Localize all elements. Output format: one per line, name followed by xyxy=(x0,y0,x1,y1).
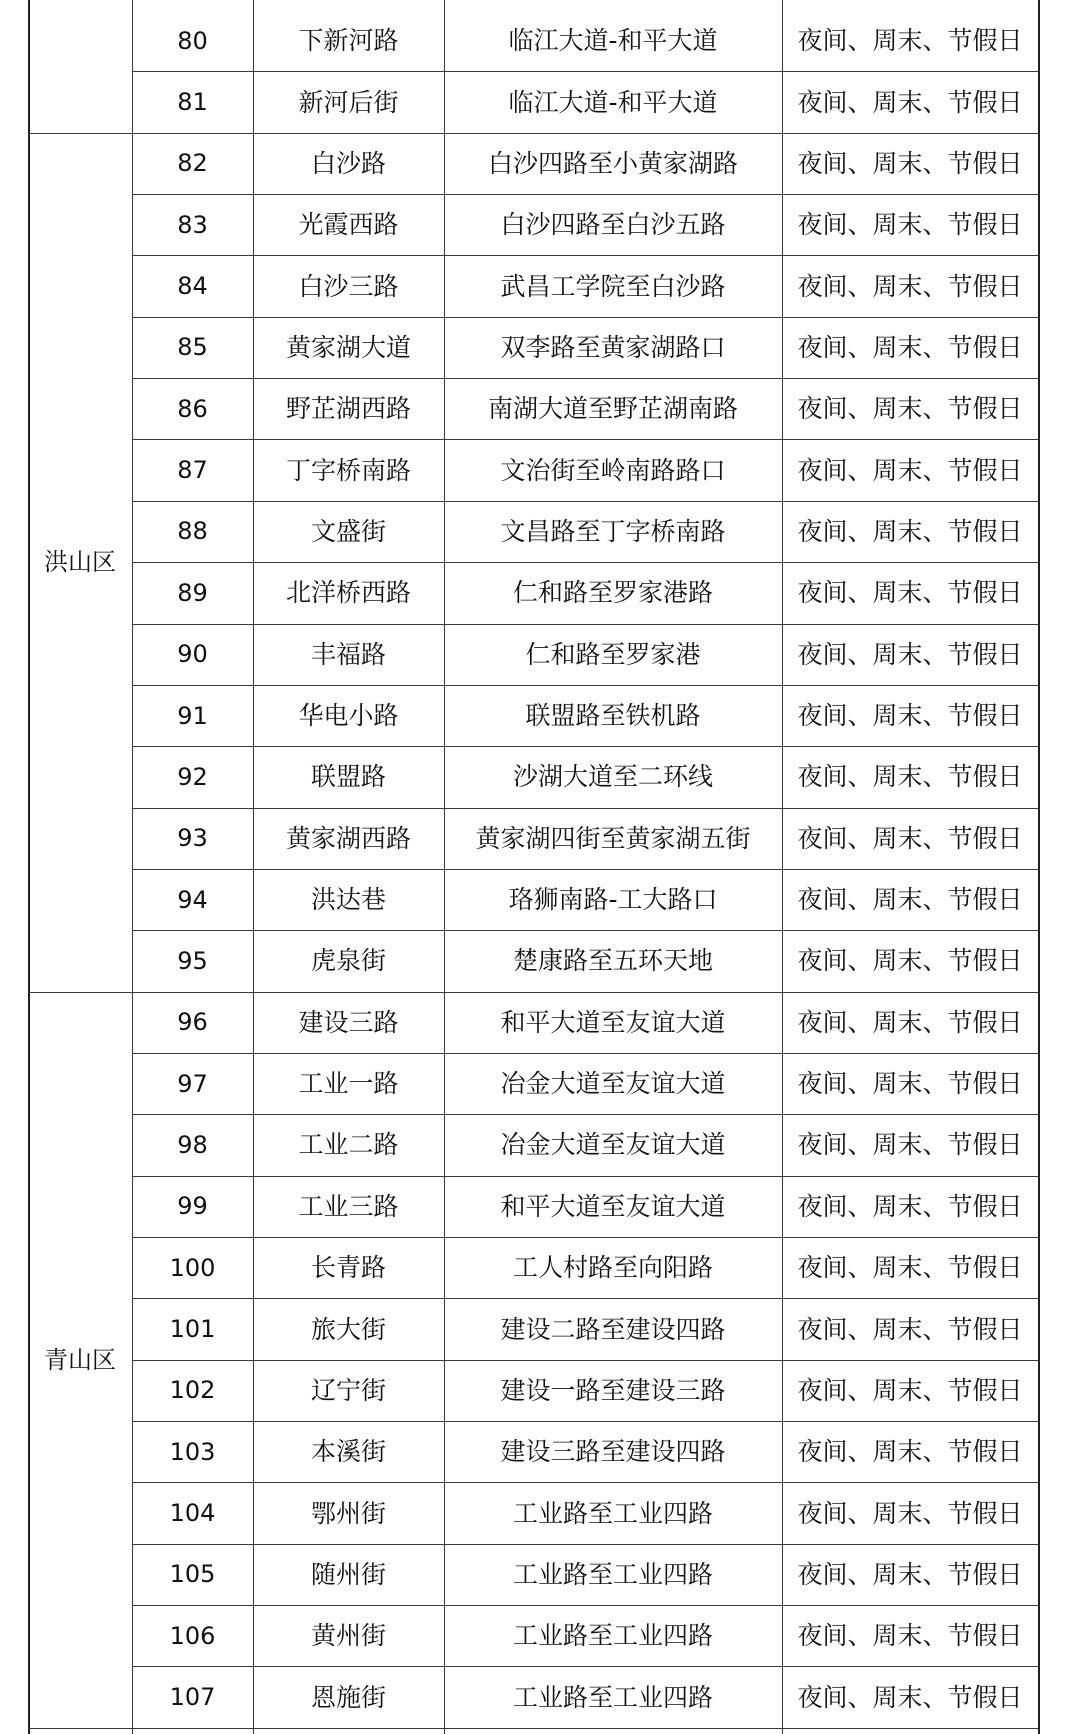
row-number: 94 xyxy=(177,885,208,914)
road-name: 辽宁街 xyxy=(310,1375,386,1405)
road-section: 建设二路至建设四路 xyxy=(500,1314,726,1344)
row-number: 100 xyxy=(169,1253,216,1282)
restriction-time: 夜间、周末、节假日 xyxy=(797,1130,1023,1160)
road-section: 冶金大道至友谊大道 xyxy=(500,1069,726,1099)
table-right-border xyxy=(1038,0,1040,1734)
row-number: 96 xyxy=(177,1008,208,1037)
road-name: 黄家湖西路 xyxy=(285,823,411,853)
restriction-time: 夜间、周末、节假日 xyxy=(797,332,1023,362)
row-number: 91 xyxy=(177,701,208,730)
row-number: 104 xyxy=(169,1499,216,1528)
restriction-time: 夜间、周末、节假日 xyxy=(797,701,1023,731)
road-name: 旅大街 xyxy=(310,1314,386,1344)
road-name: 丁字桥南路 xyxy=(285,455,411,485)
row-number: 99 xyxy=(177,1192,208,1221)
road-section: 楚康路至五环天地 xyxy=(512,946,713,976)
row-number: 105 xyxy=(169,1560,216,1589)
restriction-time: 夜间、周末、节假日 xyxy=(797,271,1023,301)
restriction-time: 夜间、周末、节假日 xyxy=(797,578,1023,608)
road-name: 黄家湖大道 xyxy=(285,332,411,362)
road-name: 北洋桥西路 xyxy=(285,578,411,608)
road-section: 工业路至工业四路 xyxy=(512,1559,713,1589)
road-name: 鄂州街 xyxy=(310,1498,386,1528)
row-number: 97 xyxy=(177,1069,208,1098)
road-section: 南湖大道至野芷湖南路 xyxy=(487,394,738,424)
road-section: 双李路至黄家湖路口 xyxy=(500,332,726,362)
road-section: 工业路至工业四路 xyxy=(512,1621,713,1651)
row-number: 95 xyxy=(177,946,208,975)
row-number: 90 xyxy=(177,640,208,669)
restriction-time: 夜间、周末、节假日 xyxy=(797,1498,1023,1528)
district-divider xyxy=(28,1728,132,1729)
road-name: 黄州街 xyxy=(310,1621,386,1651)
road-name: 白沙路 xyxy=(310,148,386,178)
restriction-time: 夜间、周末、节假日 xyxy=(797,1437,1023,1467)
restriction-time: 夜间、周末、节假日 xyxy=(797,210,1023,240)
road-name: 工业三路 xyxy=(298,1191,399,1221)
row-number: 93 xyxy=(177,824,208,853)
restriction-time: 夜间、周末、节假日 xyxy=(797,87,1023,117)
restriction-time: 夜间、周末、节假日 xyxy=(797,639,1023,669)
row-number: 86 xyxy=(177,394,208,423)
restriction-time: 夜间、周末、节假日 xyxy=(797,148,1023,178)
restriction-time: 夜间、周末、节假日 xyxy=(797,26,1023,56)
road-name: 光霞西路 xyxy=(298,210,399,240)
road-name: 洪达巷 xyxy=(310,885,386,915)
restriction-time: 夜间、周末、节假日 xyxy=(797,1314,1023,1344)
restriction-time: 夜间、周末、节假日 xyxy=(797,1682,1023,1712)
row-number: 106 xyxy=(169,1621,216,1650)
road-section: 临江大道-和平大道 xyxy=(508,26,718,56)
road-section: 工业路至工业四路 xyxy=(512,1498,713,1528)
road-name: 随州街 xyxy=(310,1559,386,1589)
row-number: 98 xyxy=(177,1130,208,1159)
road-name: 下新河路 xyxy=(298,26,399,56)
road-name: 野芷湖西路 xyxy=(285,394,411,424)
row-number: 89 xyxy=(177,578,208,607)
road-section: 和平大道至友谊大道 xyxy=(500,1007,726,1037)
road-section: 仁和路至罗家港 xyxy=(525,639,701,669)
row-number: 92 xyxy=(177,762,208,791)
road-name: 联盟路 xyxy=(310,762,386,792)
road-section: 黄家湖四街至黄家湖五街 xyxy=(475,823,751,853)
restriction-time: 夜间、周末、节假日 xyxy=(797,1191,1023,1221)
row-number: 102 xyxy=(169,1376,216,1405)
road-name: 工业一路 xyxy=(298,1069,399,1099)
row-number: 85 xyxy=(177,333,208,362)
restriction-time: 夜间、周末、节假日 xyxy=(797,394,1023,424)
row-number: 103 xyxy=(169,1437,216,1466)
road-name: 工业二路 xyxy=(298,1130,399,1160)
district-cell: 青山区 xyxy=(44,1345,116,1374)
row-number: 84 xyxy=(177,272,208,301)
road-section: 工人村路至向阳路 xyxy=(512,1253,713,1283)
row-number: 83 xyxy=(177,210,208,239)
road-section: 武昌工学院至白沙路 xyxy=(500,271,726,301)
road-name: 华电小路 xyxy=(298,701,399,731)
road-name: 长青路 xyxy=(310,1253,386,1283)
road-name: 白沙三路 xyxy=(298,271,399,301)
restriction-time: 夜间、周末、节假日 xyxy=(797,516,1023,546)
road-section: 文治街至岭南路路口 xyxy=(500,455,726,485)
row-number: 82 xyxy=(177,149,208,178)
restriction-time: 夜间、周末、节假日 xyxy=(797,946,1023,976)
row-number: 107 xyxy=(169,1683,216,1712)
restriction-time: 夜间、周末、节假日 xyxy=(797,1007,1023,1037)
restriction-time: 夜间、周末、节假日 xyxy=(797,762,1023,792)
row-number: 101 xyxy=(169,1315,216,1344)
restriction-time: 夜间、周末、节假日 xyxy=(797,1621,1023,1651)
road-name: 丰福路 xyxy=(310,639,386,669)
restriction-time: 夜间、周末、节假日 xyxy=(797,1253,1023,1283)
restriction-time: 夜间、周末、节假日 xyxy=(797,1559,1023,1589)
road-section: 工业路至工业四路 xyxy=(512,1682,713,1712)
road-name: 文盛街 xyxy=(310,516,386,546)
road-name: 新河后街 xyxy=(298,87,399,117)
road-section: 冶金大道至友谊大道 xyxy=(500,1130,726,1160)
road-name: 本溪街 xyxy=(310,1437,386,1467)
road-name: 建设三路 xyxy=(298,1007,399,1037)
road-section: 沙湖大道至二环线 xyxy=(512,762,713,792)
road-section: 珞狮南路-工大路口 xyxy=(508,885,718,915)
road-name: 恩施街 xyxy=(310,1682,386,1712)
road-section: 仁和路至罗家港路 xyxy=(512,578,713,608)
road-section: 白沙四路至白沙五路 xyxy=(500,210,726,240)
road-section: 建设一路至建设三路 xyxy=(500,1375,726,1405)
road-section: 文昌路至丁字桥南路 xyxy=(500,516,726,546)
road-name: 虎泉街 xyxy=(310,946,386,976)
restriction-time: 夜间、周末、节假日 xyxy=(797,455,1023,485)
road-section: 建设三路至建设四路 xyxy=(500,1437,726,1467)
restriction-time: 夜间、周末、节假日 xyxy=(797,1375,1023,1405)
road-section: 和平大道至友谊大道 xyxy=(500,1191,726,1221)
row-number: 81 xyxy=(177,88,208,117)
road-section: 联盟路至铁机路 xyxy=(525,701,701,731)
district-cell: 洪山区 xyxy=(44,548,116,577)
row-number: 87 xyxy=(177,456,208,485)
road-section: 临江大道-和平大道 xyxy=(508,87,718,117)
restriction-time: 夜间、周末、节假日 xyxy=(797,823,1023,853)
row-divider xyxy=(132,1728,1038,1729)
road-section: 白沙四路至小黄家湖路 xyxy=(487,148,738,178)
restriction-time: 夜间、周末、节假日 xyxy=(797,1069,1023,1099)
row-number: 88 xyxy=(177,517,208,546)
row-number: 80 xyxy=(177,26,208,55)
restriction-time: 夜间、周末、节假日 xyxy=(797,885,1023,915)
